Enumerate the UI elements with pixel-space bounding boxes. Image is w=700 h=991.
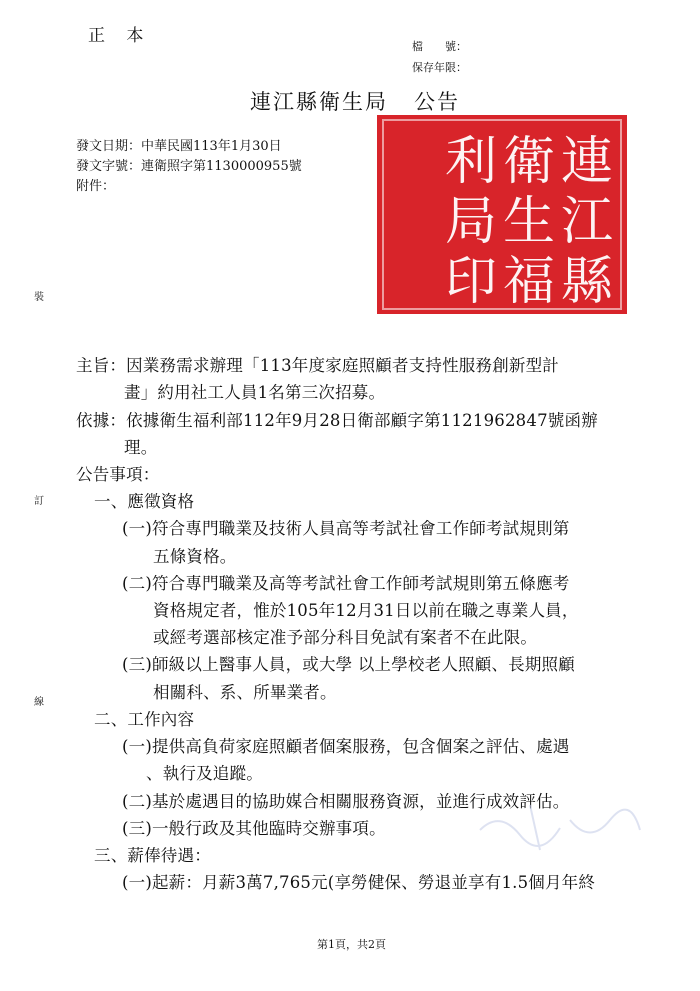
margin-mark-line: 線 xyxy=(34,697,44,708)
seal-char: 衛 xyxy=(502,132,556,192)
sec2-item1-line1: (一)提供高負荷家庭照顧者個案服務，包含個案之評估、處遇 xyxy=(122,737,570,756)
basis-line-1: 依據：依據衛生福利部112年9月28日衛部顧字第1121962847號函辦 xyxy=(76,411,598,430)
smudge-stroke xyxy=(480,821,560,846)
subject-line-1: 主旨：因業務需求辦理「113年度家庭照顧者支持性服務創新型計 xyxy=(76,356,559,375)
smudge-stroke xyxy=(570,810,640,833)
announcement-heading: 公告事項： xyxy=(76,465,160,484)
seal-char: 江 xyxy=(560,192,614,252)
sec2-item1-line2: 、執行及追蹤。 xyxy=(146,764,263,783)
official-seal-graphic xyxy=(375,113,629,316)
sec1-item2-line3: 或經考選部核定准予部分科目免試有案者不在此限。 xyxy=(153,628,538,647)
section-3-title: 三、薪俸待遇： xyxy=(94,846,211,865)
original-copy-mark: 正 本 xyxy=(88,26,152,46)
seal-char: 福 xyxy=(502,252,556,312)
document-type: 公告 xyxy=(414,90,460,114)
smudge-stroke xyxy=(530,805,540,850)
margin-mark-staple: 訂 xyxy=(34,496,44,507)
page-number: 第1頁，共2頁 xyxy=(317,938,386,951)
document-title xyxy=(250,86,460,116)
seal-char: 連 xyxy=(560,132,614,192)
dispatch-date: 發文日期：中華民國113年1月30日 xyxy=(76,139,282,154)
agency-name: 連江縣衛生局 xyxy=(250,90,388,114)
file-number-label: 檔 號： xyxy=(412,40,467,53)
sec1-item1-line1: (一)符合專門職業及技術人員高等考試社會工作師考試規則第 xyxy=(122,519,570,538)
margin-mark-bind: 裝 xyxy=(34,292,44,303)
section-1-title: 一、應徵資格 xyxy=(94,492,195,511)
sec2-item2: (二)基於處遇目的協助媒合相關服務資源，並進行成效評估。 xyxy=(122,792,570,811)
sec1-item2-line2: 資格規定者，惟於105年12月31日以前在職之專業人員， xyxy=(153,601,579,620)
subject-line-2: 畫」約用社工人員1名第三次招募。 xyxy=(124,383,386,402)
bleed-through-marks xyxy=(470,790,650,860)
sec1-item3-line2: 相關科、系、所畢業者。 xyxy=(153,683,337,702)
basis-line-2: 理。 xyxy=(124,438,158,457)
seal-char: 縣 xyxy=(560,252,614,312)
sec1-item1-line2: 五條資格。 xyxy=(153,547,237,566)
retention-period-label: 保存年限： xyxy=(412,61,467,74)
official-seal xyxy=(375,113,629,316)
sec1-item3-line1: (三)師級以上醫事人員，或大學 以上學校老人照顧、長期照顧 xyxy=(122,655,575,674)
attachment-label: 附件： xyxy=(76,179,116,194)
bleed-through-graphic xyxy=(470,790,650,860)
sec2-item3: (三)一般行政及其他臨時交辦事項。 xyxy=(122,819,386,838)
seal-char: 利 xyxy=(444,132,498,192)
seal-char: 生 xyxy=(502,192,556,252)
section-2-title: 二、工作內容 xyxy=(94,710,195,729)
seal-char: 局 xyxy=(444,192,498,252)
sec1-item2-line1: (二)符合專門職業及高等考試社會工作師考試規則第五條應考 xyxy=(122,574,570,593)
sec3-item1-line1: (一)起薪：月薪3萬7,765元(享勞健保、勞退並享有1.5個月年終 xyxy=(122,873,596,892)
seal-char: 印 xyxy=(444,252,498,312)
dispatch-number: 發文字號：連衛照字第1130000955號 xyxy=(76,159,302,174)
